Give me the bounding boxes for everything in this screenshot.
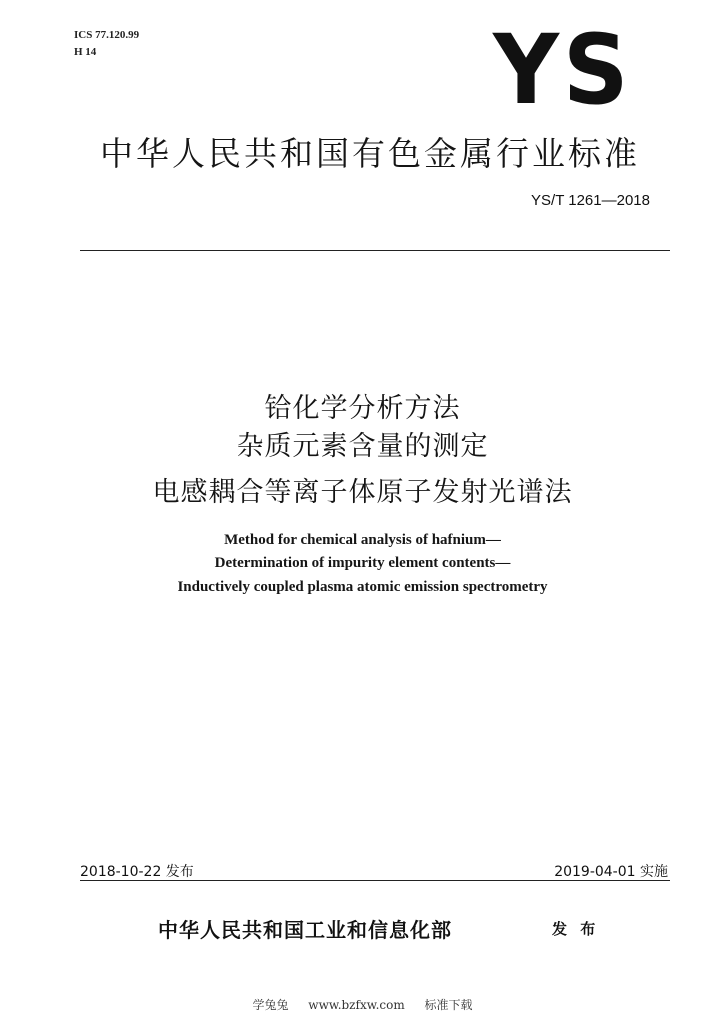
document-title-cn-line-3: 电感耦合等离子体原子发射光谱法 bbox=[152, 477, 573, 508]
bottom-divider bbox=[80, 880, 670, 881]
top-divider bbox=[80, 250, 670, 251]
issuing-authority: 中华人民共和国工业和信息化部 bbox=[158, 918, 452, 942]
footer-url[interactable]: www.bzfxw.com bbox=[308, 998, 405, 1012]
document-title-en-line-2: Determination of impurity element contents— bbox=[214, 555, 511, 571]
classification-codes bbox=[74, 27, 139, 61]
document-title-en-line-1: Method for chemical analysis of hafnium— bbox=[224, 532, 501, 548]
document-title-en-line-3: Inductively coupled plasma atomic emission spectrometry bbox=[177, 579, 548, 595]
ys-logo: YS bbox=[493, 14, 633, 126]
document-title-cn-line-2: 杂质元素含量的测定 bbox=[236, 431, 489, 462]
issue-date: 2018-10-22 发布 bbox=[80, 864, 194, 880]
footer-tagline: 标准下载 bbox=[424, 998, 473, 1012]
standard-number: YS/T 1261—2018 bbox=[531, 192, 650, 209]
ics-code: ICS 77.120.99 bbox=[74, 29, 140, 41]
footer-watermark bbox=[0, 996, 725, 1013]
implementation-date: 2019-04-01 实施 bbox=[554, 864, 668, 880]
ccs-code: H 14 bbox=[74, 46, 97, 58]
document-title-cn-line-1: 铪化学分析方法 bbox=[264, 393, 461, 424]
footer-site-name: 学兔兔 bbox=[252, 998, 289, 1012]
issue-action: 发 布 bbox=[552, 920, 600, 938]
standard-category-title: 中华人民共和国有色金属行业标准 bbox=[100, 134, 640, 173]
